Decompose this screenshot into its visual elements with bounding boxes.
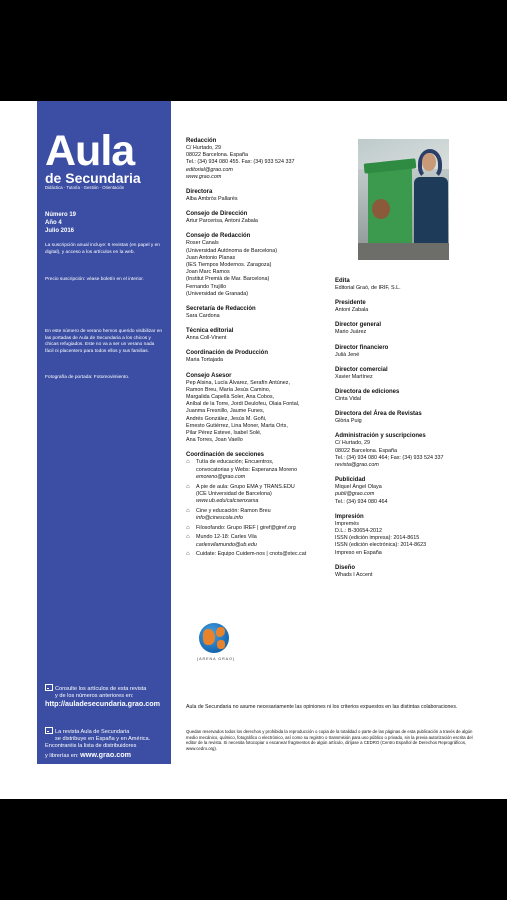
publicidad-email-link[interactable]: publi@grao.com [335,491,375,498]
consult-line-2: y de los números anteriores en: [55,693,134,700]
list-item: Impremès [335,520,359,527]
list-item [186,508,331,522]
list-item [186,551,331,558]
section-heading: Técnica editorial [186,328,234,335]
issue-year: Año 4 [45,220,62,226]
list-item: Tel.: (34) 934 080 464; Fax: (34) 933 524 337 [335,454,444,461]
list-item: Miquel Àngel Olaya [335,484,382,491]
photo-ground [358,243,449,260]
list-item [186,534,331,548]
consult-line-1: Consulte los artículos de esta revista [55,686,147,692]
issue-info [45,211,76,235]
email-link[interactable]: carlesvilamundo@ub.edu [196,541,257,548]
section-heading: Director financiero [335,344,389,351]
issue-number: Número 19 [45,212,77,218]
disclaimer-text: Aula de Secundaria no asume necesariamente las opiniones ni los criterios expuestos en las distintas colaboraciones. [186,704,458,710]
presidente-section [335,299,480,314]
list-item: Andrés González, Jesús M. Goñi, [186,415,267,422]
list-item-line: convocatorias y Webs: Esperanza Moreno [196,466,298,473]
redaccion-web-link[interactable]: www.grao.com [186,173,222,180]
director-general-name: Mario Juárez [335,329,367,336]
section-marker-icon: ⌂ [186,483,190,490]
list-item: Juan Antonio Planas [186,254,236,261]
consult-url-link[interactable]: http://auladesecundaria.grao.com [45,699,161,709]
section-heading: Secretaría de Redacción [186,306,256,313]
list-item: Ernesto Gutiérrez, Lina Moner, Marta Orts, [186,422,288,429]
list-item: Aníbal de la Torre, Jordi Deulofeu, Olaia Fontal, [186,401,300,408]
list-item: D.L.: B-30654-2012 [335,528,383,535]
consult-block [45,684,169,708]
section-heading: Diseño [335,564,356,571]
admin-email-link[interactable]: revista@grao.com [335,462,379,469]
logo-title: Aula [45,127,135,175]
sidebar [37,101,171,764]
directora-revistas-name: Glòria Puig [335,418,362,425]
photo-boy [372,199,390,219]
directora-section [186,188,331,203]
credits-column-1 [186,137,331,565]
distrib-line-3: Encontraréis la lista de distribuidores [45,743,137,750]
list-item: Ana Torres, Joan Vaello [186,437,243,444]
secretaria-section [186,305,331,320]
logo-tagline: Didáctica · Tutoría · Gestión · Orientación [45,185,125,190]
section-marker-icon: ⌂ [186,524,190,531]
email-link[interactable]: emoreno@grao.com [196,473,246,480]
issue-date: Julio 2016 [45,228,75,234]
legal-notice: Quedan reservados todos los derechos y prohibida la reproducción o copia de la totalidad o parte de las páginas de esta publicación a través de algún medio mecánico, químico, fotográfico o electrónico, así como su registro o transmisión para uso público o privado, sin la previa autorización escrita del editor de la revista. Si necesita fotocopiar o escanear fragmentos de algún artículo, diríjase a CEDRO (Centro Español de Derechos Reprográficos, www.cedro.org). [186,729,473,752]
web-link[interactable]: www.ub.edu/calcsenxarxa [196,498,259,504]
section-marker-icon: ⌂ [186,534,190,541]
coordinacion-secciones-section [186,451,331,558]
redaccion-section [186,137,331,181]
director-financiero-section [335,344,480,359]
impresion-section [335,513,480,557]
email-link[interactable]: info@cinescola.info [196,514,243,521]
list-item-line: Mundo 12-18: Carles Vila [196,534,257,541]
section-heading: Redacción [186,138,217,144]
administracion-section [335,432,480,469]
section-heading: Consejo Asesor [186,372,232,379]
globe-land [203,629,215,645]
section-heading: Publicidad [335,477,366,484]
list-item-line: Tutía de educación; Encuentros, [196,459,274,466]
section-heading: Directora del Área de Revistas [335,411,422,418]
computer-icon [45,727,53,734]
list-item [186,459,331,481]
distribution-block [45,727,169,760]
section-heading: Presidente [335,300,366,307]
list-item: Joan Marc Ramos [186,269,230,276]
masthead-page [0,101,507,799]
redaccion-city: 08022 Barcelona. España [186,152,249,159]
list-item: (Universidad de Granada) [186,290,249,297]
summer-note: En este número de verano hemos querido visibilizar en las portadas de Aula de Secundaria a los chicos y chicas refugiados. Este no va a ser un verano nada fácil ni placentero para todos ellos y sus familias. [45,329,163,354]
consejo-direccion-section [186,210,331,225]
list-item: ISSN (edición electrónica): 2014-8623 [335,542,427,549]
list-item: (Institut Premià de Mar. Barcelona) [186,276,270,283]
globe-land [217,640,225,649]
photo-woman [414,177,448,247]
consejo-direccion-names: Artur Parcerisa, Antoni Zabala [186,218,258,225]
list-item: Tel.: (34) 934 080 464 [335,498,388,505]
list-item-line: Cuidate: Equipo Cuidem-nos | cnots@xtec.cat [196,551,307,558]
price-text: Precio suscripción: véase boletín en el interior. [45,277,144,282]
directora-name: Alba Ambròs Pallarès [186,196,238,203]
list-item: C/ Hurtado, 29 [335,440,371,447]
section-heading: Director general [335,322,382,329]
list-item-line: Cine y educación: Ramon Breu [196,507,271,514]
list-item-line: (ICE Universidad de Barcelona) [196,490,272,497]
list-item: Ramon Breu, María Jesús Camino, [186,386,271,393]
secretaria-name: Sara Cardona [186,313,220,320]
produccion-section [186,349,331,364]
list-item-line: Filosofando: Grupo IREF | giref@giref.org [196,524,296,531]
subscription-text: La suscripción anual incluye: 6 revistas (en papel y en digital), y acceso a los artículos en la web. [45,243,160,255]
section-heading: Coordinación de secciones [186,452,265,459]
directora-ediciones-section [335,388,480,403]
list-item [186,525,331,532]
director-comercial-name: Xavier Martínez [335,373,373,380]
list-item: Roser Canals [186,240,219,247]
consejo-asesor-section [186,372,331,445]
list-item: 08022 Barcelona. España [335,447,398,454]
cover-photo-credit: Fotografía de portada: Fotomovimiento. [45,375,130,380]
redaccion-phone: Tel.: (34) 934 080 455. Fax: (34) 933 524 337 [186,159,295,166]
section-heading: Consejo de Redacción [186,233,251,240]
list-item: Fernando Trujillo [186,283,227,290]
distrib-url-link[interactable]: www.grao.com [80,749,131,759]
list-item: Pep Alsina, Lucía Álvarez, Serafín Antúnez, [186,379,290,386]
list-item: (IES Tiempos Modernos. Zaragoza) [186,262,272,269]
tecnica-section [186,327,331,342]
edita-name: Editorial Graó, de IRIF, S.L. [335,285,401,291]
consejo-redaccion-section [186,232,331,298]
list-item: Impreso en España [335,549,382,556]
section-heading: Coordinación de Producción [186,350,269,357]
cover-photo [358,139,449,260]
section-heading: Edita [335,278,350,284]
photo-woman-face [422,153,436,171]
list-item: ISSN (edición impresa): 2014-8615 [335,535,420,542]
list-item-line: A pie de aula: Grupo EMA y TRANS.EDU [196,483,295,490]
edita-section [335,277,480,292]
section-heading: Administración y suscripciones [335,433,426,440]
globe-land [216,627,225,637]
section-marker-icon: ⌂ [186,459,190,466]
section-marker-icon: ⌂ [186,507,190,514]
logo-caption: [ARENA GRAO] [197,657,235,661]
tecnica-name: Anna Coll-Vinent [186,335,227,342]
director-general-section [335,321,480,336]
director-financiero-name: Julià Jené [335,351,360,358]
list-item: Pilar Pérez Esteve, Isabel Solé, [186,430,262,437]
list-item: Juanma Fresnillo, Jaume Funes, [186,408,265,415]
list-item: (Universidad Autónoma de Barcelona) [186,247,278,254]
list-item: Margalida Capellà Soler, Ana Cobos, [186,394,275,401]
section-heading: Consejo de Dirección [186,211,248,218]
distrib-line-1: La revista Aula de Secundaria [55,729,130,735]
diseno-name: Whads I Accent [335,571,373,578]
list-item [186,484,331,506]
director-comercial-section [335,366,480,381]
distrib-line-4: y librerías en: [45,752,79,759]
logo-subtitle: de Secundaria [45,170,141,186]
section-heading: Impresión [335,513,364,520]
presidente-name: Antoni Zabala [335,307,369,314]
redaccion-email-link[interactable]: editorial@grao.com [186,166,233,173]
section-marker-icon: ⌂ [186,551,190,558]
computer-icon [45,684,53,691]
redaccion-address: C/ Hurtado, 29 [186,145,222,151]
directora-ediciones-name: Cinta Vidal [335,396,361,403]
section-heading: Directora [186,189,213,196]
diseno-section [335,564,480,579]
directora-revistas-section [335,410,480,425]
section-heading: Director comercial [335,366,388,373]
publicidad-section [335,476,480,506]
distrib-line-2: se distribuye en España y en América. [55,736,151,743]
credits-column-2 [335,277,480,586]
produccion-name: Maria Tortajada [186,357,224,364]
section-heading: Directora de ediciones [335,389,400,396]
globe-logo-icon [199,623,229,653]
